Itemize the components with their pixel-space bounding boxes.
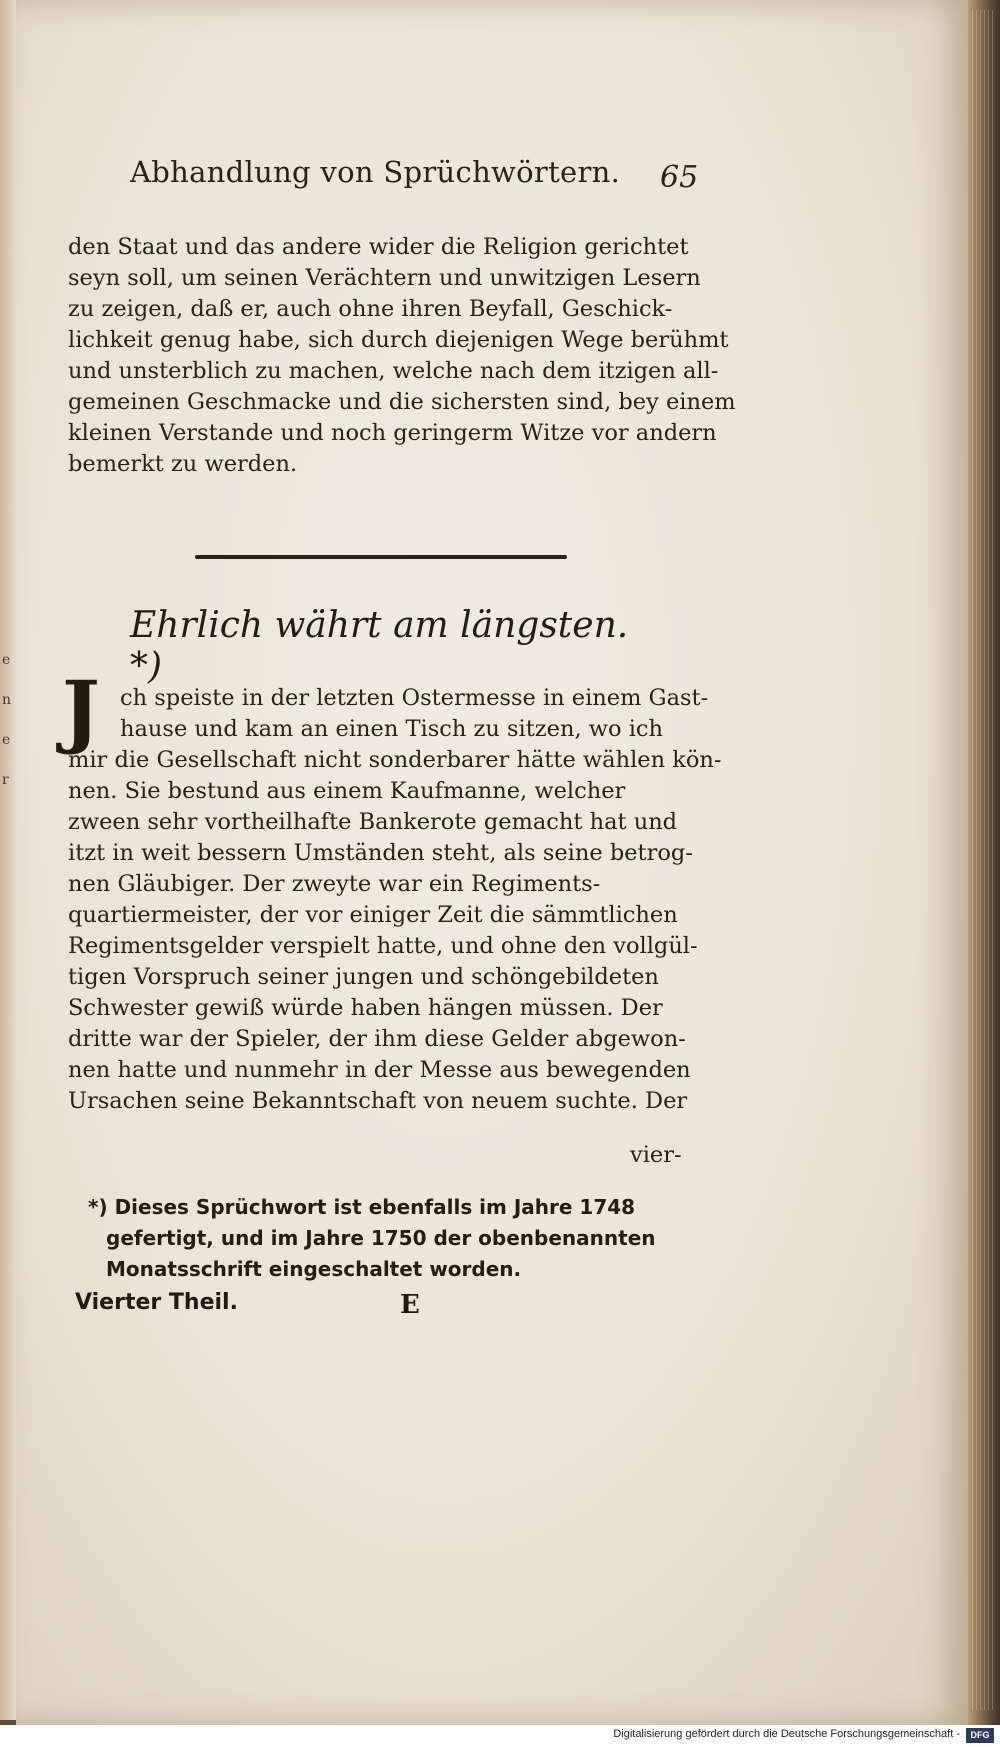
page-number: 65 <box>660 160 699 195</box>
signature-mark: E <box>400 1290 420 1320</box>
previous-page-edge <box>0 0 16 1720</box>
text-line: mir die Gesellschaft nicht sonderbarer hätte wählen kön- <box>68 747 722 773</box>
text-line: kleinen Verstande und noch geringerm Witze vor andern <box>68 420 717 446</box>
text-line: quartiermeister, der vor einiger Zeit die sämmtlichen <box>68 902 678 928</box>
page-stack-lines <box>972 10 994 1710</box>
drop-cap: J <box>62 663 100 757</box>
text-line: und unsterblich zu machen, welche nach dem itzigen all- <box>68 358 719 384</box>
dfg-logo: DFG <box>966 1728 994 1743</box>
text-line: nen hatte und nunmehr in der Messe aus bewegenden <box>68 1057 691 1083</box>
text-line: bemerkt zu werden. <box>68 451 298 477</box>
text-line: tigen Vorspruch seiner jungen und schöngebildeten <box>68 964 659 990</box>
text-line: gemeinen Geschmacke und die sichersten sind, bey einem <box>68 389 736 415</box>
text-line: zu zeigen, daß er, auch ohne ihren Beyfall, Geschick- <box>68 296 673 322</box>
text-line: zween sehr vortheilhafte Bankerote gemacht hat und <box>68 809 678 835</box>
digitization-credit: Digitalisierung gefördert durch die Deutsche Forschungsgemeinschaft - <box>613 1728 960 1740</box>
text-line: Ursachen seine Bekanntschaft von neuem suchte. Der <box>68 1088 688 1114</box>
digitization-credit-bar <box>0 1725 1000 1747</box>
text-line: Schwester gewiß würde haben hängen müssen. Der <box>68 995 663 1021</box>
footnote <box>88 1192 688 1285</box>
text-line: lichkeit genug habe, sich durch diejenigen Wege berühmt <box>68 327 729 353</box>
section-paragraph <box>68 683 722 1117</box>
text-line: nen Gläubiger. Der zweyte war ein Regiments- <box>68 871 601 897</box>
running-head: Abhandlung von Sprüchwörtern. <box>130 155 621 189</box>
text-line: ch speiste in der letzten Ostermesse in einem Gast- <box>120 685 709 711</box>
footnote-line: gefertigt, und im Jahre 1750 der obenbenannten <box>106 1226 656 1250</box>
section-title: Ehrlich währt am längsten. *) <box>130 605 629 687</box>
text-line: itzt in weit bessern Umständen steht, als seine betrog- <box>68 840 693 866</box>
margin-letter: e <box>2 732 11 748</box>
previous-page-margin-letters <box>2 640 14 800</box>
section-divider <box>195 555 567 559</box>
volume-signature: Vierter Theil. <box>75 1290 238 1315</box>
footnote-line: *) Dieses Sprüchwort ist ebenfalls im Jahre 1748 <box>88 1195 636 1219</box>
margin-letter: n <box>2 692 12 708</box>
text-line: nen. Sie bestund aus einem Kaufmanne, welcher <box>68 778 626 804</box>
footnote-line: Monatsschrift eingeschaltet worden. <box>106 1257 522 1281</box>
text-line: hause und kam an einen Tisch zu sitzen, wo ich <box>120 716 663 742</box>
text-line: seyn soll, um seinen Verächtern und unwitzigen Lesern <box>68 265 701 291</box>
margin-letter: r <box>2 772 9 788</box>
continued-paragraph <box>68 232 736 480</box>
text-line: dritte war der Spieler, der ihm diese Gelder abgewon- <box>68 1026 686 1052</box>
catchword: vier- <box>630 1142 682 1168</box>
margin-letter: e <box>2 652 11 668</box>
text-line: Regimentsgelder verspielt hatte, und ohne den vollgül- <box>68 933 698 959</box>
text-line: den Staat und das andere wider die Religion gerichtet <box>68 234 689 260</box>
